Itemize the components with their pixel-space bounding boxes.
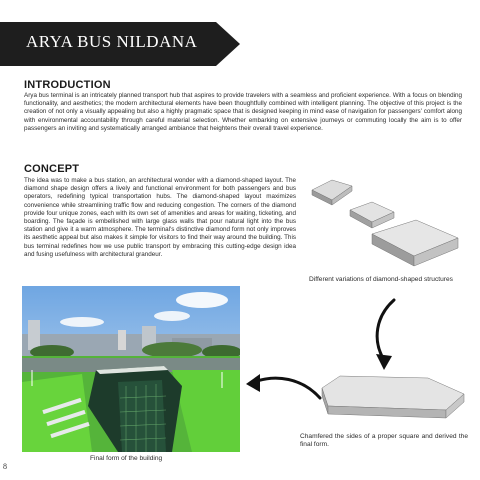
variation-block-small [312, 180, 352, 205]
diamond-variations-diagram [310, 176, 460, 286]
chamfer-caption: Chamfered the sides of a proper square and derived the final form. [300, 433, 468, 449]
introduction-heading: INTRODUCTION [24, 79, 111, 91]
concept-heading: CONCEPT [24, 163, 80, 175]
variation-block-large [372, 220, 458, 266]
introduction-text: Arya bus terminal is an intricately planned transport hub that aspires to provide travelers with a seamless and proficient experience. With a focus on blending functionality, and aesthetics; the modern architectural elements have been thoughtfully combined with intelligent planning. The objective of this project is the creation of not only a visually appealing but also a highly pragmatic space that is designed keeping in mind ease of navigation for passengers' comfort along with environmental accountability through careful material selection. Whether embarking on extensive journeys or commuting locally the aim is to offer passengers an inviting and systematically arranged ambiance that heightens their overall travel experience. [24, 92, 462, 132]
concept-text: The idea was to make a bus station, an architectural wonder with a diamond-shaped layout. The diamond shape design offers a lively and functional environment for both passengers and bus operators, redefining typical transportation hubs. The diamond-shaped layout maximizes convenience while streamlining traffic flow and reducing congestion. The corners of the diamond provide four unique zones, each with its own set of amenities and areas for waiting, ticketing, and boarding. The façade is embellished with large glass walls that pour natural light into the bus station and give it a warm atmosphere. The terminal's distinctive diamond form not only improves its aesthetic appeal but also makes it simple for visitors to find their way around the building. This bus terminal redefines how we use public transport by embracing this cutting-edge design idea and fusing usefulness with architectural grandeur. [24, 177, 296, 258]
arrow-left-icon [240, 368, 324, 408]
arrow-down-icon [366, 296, 406, 376]
page-title: ARYA BUS NILDANA [26, 32, 198, 51]
chamfered-square-diagram [318, 372, 468, 432]
page-number: 8 [3, 462, 7, 471]
variation-block-medium [350, 202, 394, 228]
variations-caption: Different variations of diamond-shaped structures [309, 276, 453, 283]
building-render-image [22, 286, 240, 452]
final-form-caption: Final form of the building [90, 455, 163, 462]
title-banner [0, 22, 240, 66]
